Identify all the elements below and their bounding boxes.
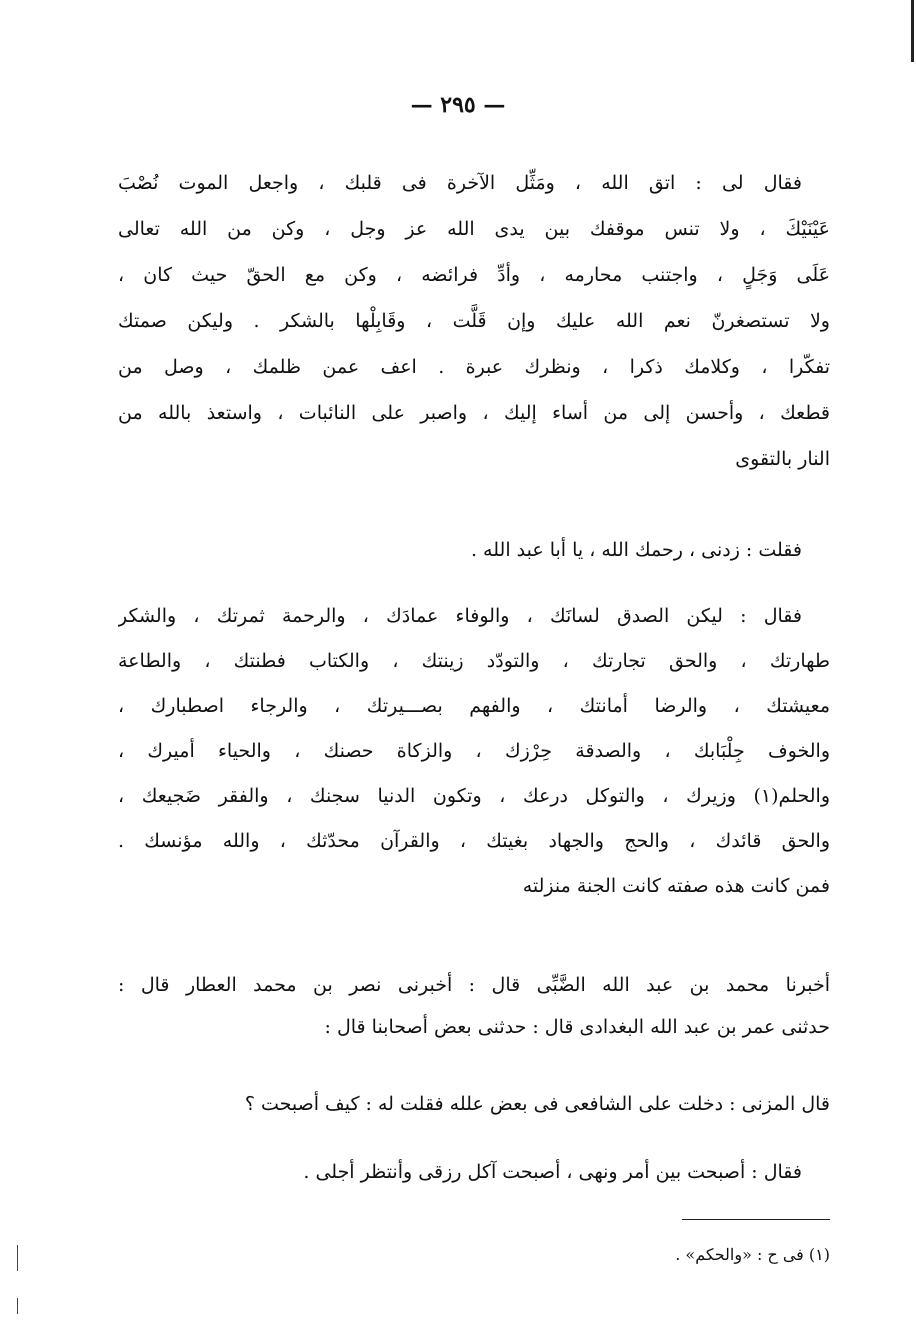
paragraph-muzani <box>118 1084 830 1124</box>
paragraph-reply <box>118 1152 830 1192</box>
text-line: النار بالتقوى <box>735 448 830 470</box>
paragraph-advice <box>118 160 830 482</box>
scan-margin-mark <box>17 1298 18 1314</box>
text-line: فقلت : زدنى ، رحمك الله ، يا أبا عبد الله . <box>470 539 802 561</box>
text-line: أخبرنا محمد بن عبد الله الضَّبِّى قال : أخبرنى نصر بن محمد العطار قال : <box>118 974 830 996</box>
text-line: معيشتك ، والرضا أمانتك ، والفهم بصـــيرتك ، والرجاء اصطبارك ، <box>118 695 830 717</box>
scan-edge-line <box>911 0 914 62</box>
text-line: حدثنى عمر بن عبد الله البغدادى قال : حدثنى بعض أصحابنا قال : <box>324 1016 830 1038</box>
footnote-separator <box>682 1219 830 1220</box>
paragraph-isnad <box>118 964 830 1048</box>
page-number: — ٢٩٥ — <box>410 92 506 118</box>
text-line: فقال : ليكن الصدق لسانَك ، والوفاء عمادَك ، والرحمة ثمرتك ، والشكر <box>118 605 802 627</box>
text-line: عَلَى وَجَلٍ ، واجتنب محارمه ، وأدِّ فرائضه ، وكن مع الحقّ حيث كان ، <box>118 264 830 286</box>
text-line: فقال : أصبحت بين أمر ونهى ، أصبحت آكل رزقى وأنتظر أجلى . <box>303 1161 802 1183</box>
text-line: عَيْنَيْكَ ، ولا تنس موقفك بين يدى الله عز وجل ، وكن من الله تعالى <box>118 218 830 240</box>
footnote: (١) فى ح : «والحكم» . <box>675 1245 830 1264</box>
scan-margin-mark <box>17 1245 18 1271</box>
text-line: ولا تستصغرنّ نعم الله عليك وإن قَلَّت ، وقَابِلْها بالشكر . وليكن صمتك <box>118 310 830 332</box>
text-line: والحق قائدك ، والحج والجهاد بغيتك ، والقرآن محدّثك ، والله مؤنسك . <box>118 830 830 852</box>
text-line: والخوف جِلْبَابك ، والصدقة حِرْزك ، والزكاة حصنك ، والحياء أميرك ، <box>118 740 830 762</box>
text-line: قطعك ، وأحسن إلى من أساء إليك ، واصبر على النائبات ، واستعذ بالله من <box>118 402 830 424</box>
text-line: والحلم(١) وزيرك ، والتوكل درعك ، وتكون الدنيا سجنك ، والفقر ضَجيعك ، <box>118 785 830 807</box>
text-line: فقال لى : اتق الله ، ومَثِّل الآخرة فى قلبك ، واجعل الموت نُصْبَ <box>118 172 802 194</box>
text-line: طهارتك ، والحق تجارتك ، والتودّد زينتك ، والكتاب فطنتك ، والطاعة <box>118 650 830 672</box>
text-line: فمن كانت هذه صفته كانت الجنة منزلته <box>522 875 830 897</box>
paragraph-virtues <box>118 594 830 909</box>
text-line: تفكّرا ، وكلامك ذكرا ، ونظرك عبرة . اعف عمن ظلمك ، وصل من <box>118 356 830 378</box>
text-line: قال المزنى : دخلت على الشافعى فى بعض علله فقلت له : كيف أصبحت ؟ <box>244 1093 830 1115</box>
paragraph-request <box>118 530 830 570</box>
